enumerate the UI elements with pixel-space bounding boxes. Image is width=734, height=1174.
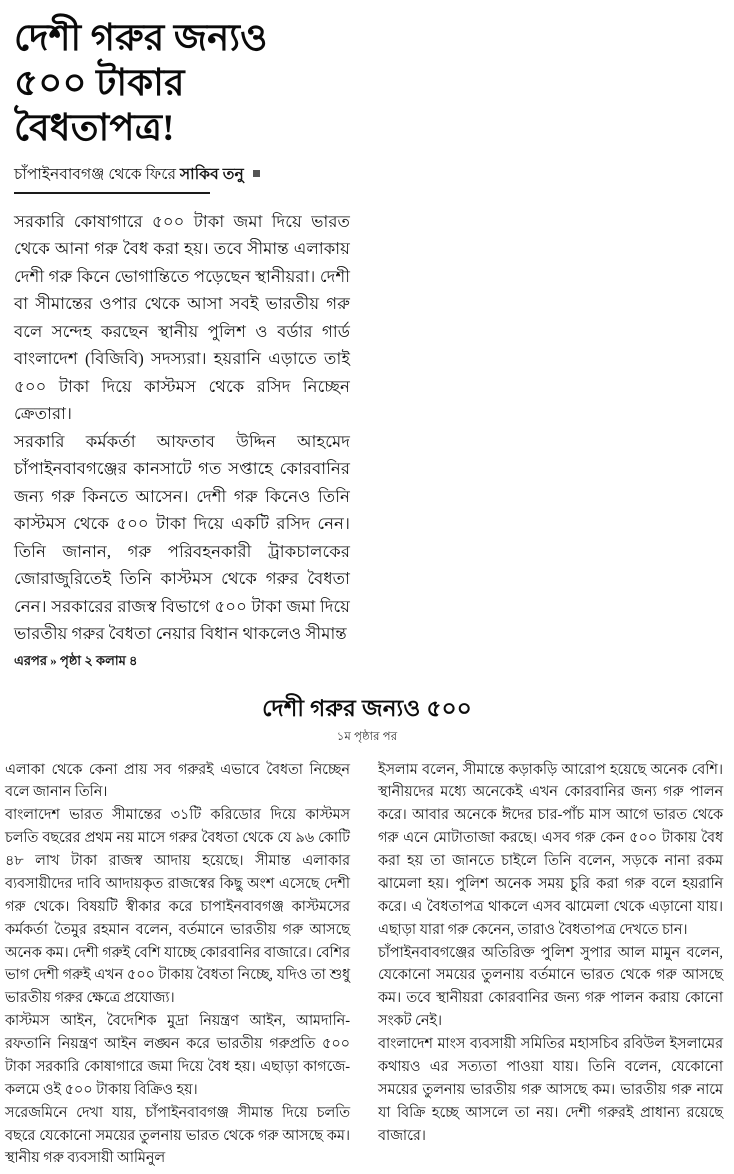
continuation-left-column — [5, 759, 350, 1171]
headline-line-3: বৈধতাপত্র! — [14, 108, 175, 150]
lead-paragraph: সরকারি কর্মকর্তা আফতাব উদ্দিন আহমেদ চাঁপাইনবাবগঞ্জের কানসাটে গত সপ্তাহে কোরবানির জন্য গরু কিনতে আসেন। দেশী গরু কিনেও তিনি কাস্টমস থেকে ৫০০ টাকা দিয়ে একটি রসিদ নেন। তিনি জানান, গরু পরিবহনকারী ট্রাকচালকের জোরাজুরিতেই তিনি কাস্টমস থেকে গরুর বৈধতা নেন। সরকারের রাজস্ব বিভাগে ৫০০ টাকা জমা দিয়ে ভারতীয় গরুর বৈধতা নেয়ার বিধান থাকলেও সীমান্ত — [14, 431, 350, 644]
continuation-right-column — [378, 759, 723, 1148]
square-bullet-icon — [253, 170, 260, 177]
body-paragraph: সরেজমিনে দেখা যায়, চাঁপাইনবাবগঞ্জ সীমান্ত দিয়ে চলতি বছরে যেকোনো সময়ের তুলনায় ভারত থেকে গরু আসছে কম। স্থানীয় গরু ব্যবসায়ী আমিনুল — [5, 1104, 350, 1167]
body-paragraph: বাংলাদেশ মাংস ব্যবসায়ী সমিতির মহাসচিব রবিউল ইসলামের কথায়ও এর সত্যতা পাওয়া যায়। তিনি বলেন, যেকোনো সময়ের তুলনায় ভারতীয় গরু আসছে কম। ভারতীয় গরু নামে যা বিক্রি হচ্ছে আসলে তা নয়। দেশী গরুরই প্রাধান্য রয়েছে বাজারে। — [378, 1036, 723, 1144]
byline-wrap — [14, 165, 344, 193]
continuation-columns — [5, 759, 729, 1171]
headline-line-1: দেশী গরুর জন্যও — [14, 18, 268, 59]
page-title — [14, 16, 434, 151]
headline-line-2: ৫০০ টাকার — [14, 63, 185, 105]
byline-divider — [14, 192, 210, 194]
continuation-headline: দেশী গরুর জন্যও ৫০০ — [262, 696, 472, 722]
byline-location-prefix: চাঁপাইনবাবগঞ্জ থেকে ফিরে — [14, 166, 177, 184]
body-paragraph: বাংলাদেশ ভারত সীমান্তের ৩১টি করিডোর দিয়ে কাস্টমস চলতি বছরের প্রথম নয় মাসে গরুর বৈধতা থেকে যে ৯৬ কোটি ৪৮ লাখ টাকা রাজস্ব আদায় হয়েছে। সীমান্ত এলাকার ব্যবসায়ীদের দাবি আদায়কৃত রাজস্বের কিছু অংশ এসেছে দেশী গরু থেকে। বিষয়টি স্বীকার করে চাপাইনবাবগঞ্জ কাস্টমসের কর্মকর্তা তৈমুর রহমান বলেন, বর্তমানে ভারতীয় গরু আসছে অনেক কম। দেশী গরুই বেশি যাচ্ছে কোরবানির বাজারে। বেশির ভাগ দেশী গরুই এখন ৫০০ টাকায় বৈধতা নিচ্ছে, যদিও তা শুধু ভারতীয় গরুর ক্ষেত্রে প্রযোজ্য। — [5, 807, 350, 1007]
lead-column — [14, 208, 350, 649]
body-paragraph: এলাকা থেকে কেনা প্রায় সব গরুরই এভাবে বৈধতা নিচ্ছেন বলে জানান তিনি। — [5, 761, 350, 801]
body-paragraph: কাস্টমস আইন, বৈদেশিক মুদ্রা নিয়ন্ত্রণ আইন, আমদানি-রফতানি নিয়ন্ত্রণ আইন লঙ্ঘন করে ভারতীয় গরুপ্রতি ৫০০ টাকা সরকারি কোষাগারে জমা দিয়ে বৈধ হয়। এছাড়া কাগজে-কলমে ওই ৫০০ টাকায় বিক্রিও হয়। — [5, 1013, 350, 1098]
continuation-section — [0, 695, 734, 1170]
lead-paragraph: সরকারি কোষাগারে ৫০০ টাকা জমা দিয়ে ভারত থেকে আনা গরু বৈধ করা হয়। তবে সীমান্ত এলাকায় দেশী গরু কিনে ভোগান্তিতে পড়েছেন স্থানীয়রা। দেশী বা সীমান্তের ওপার থেকে আসা সবই ভারতীয় গরু বলে সন্দেহ করছেন স্থানীয় পুলিশ ও বর্ডার গার্ড বাংলাদেশ (বিজিবি) সদস্যরা। হয়রানি এড়াতে তাই ৫০০ টাকা দিয়ে কাস্টমস থেকে রসিদ নিচ্ছেন ক্রেতারা। — [14, 211, 350, 424]
byline — [14, 165, 344, 185]
continuation-subline: ১ম পৃষ্ঠার পর — [336, 730, 398, 743]
headline-block — [0, 0, 734, 194]
body-paragraph: চাঁপাইনবাবগঞ্জের অতিরিক্ত পুলিশ সুপার আল মামুন বলেন, যেকোনো সময়ের তুলনায় বর্তমানে ভারত থেকে গরু আসছে কম। তবে স্থানীয়রা কোরবানির জন্য গরু পালন করায় কোনো সংকট নেই। — [378, 944, 723, 1030]
body-paragraph: ইসলাম বলেন, সীমান্তে কড়াকড়ি আরোপ হয়েছে অনেক বেশি। স্থানীয়দের মধ্যে অনেকেই এখন কোরবানির জন্য গরু পালন করে। আবার অনেকে ঈদের চার-পাঁচ মাস আগে ভারত থেকে গরু এনে মোটাতাজা করছে। এসব গরু কেন ৫০০ টাকায় বৈধ করা হয় তা জানতে চাইলে তিনি বলেন, সড়কে নানা রকম ঝামেলা হয়। পুলিশ অনেক সময় চুরি করা গরু বলে হয়রানি করে। এ বৈধতাপত্র থাকলে এসব ঝামেলা থেকে এড়ানো যায়। এছাড়া যারা গরু কেনেন, তারাও বৈধতাপত্র দেখতে চান। — [378, 761, 723, 938]
jump-to-page-note: এরপর » পৃষ্ঠা ২ কলাম ৪ — [14, 653, 138, 669]
byline-reporter-name: সাকিব তনু — [179, 166, 244, 184]
